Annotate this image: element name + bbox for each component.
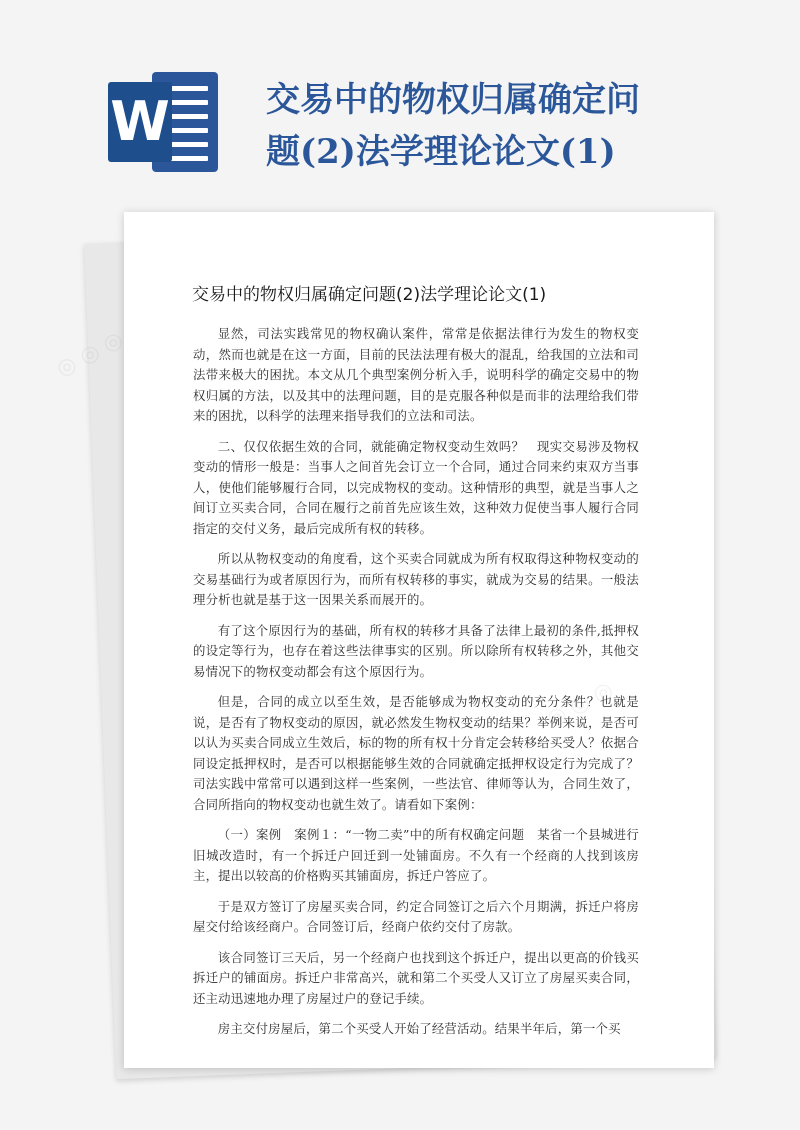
page-header (0, 0, 800, 210)
paragraph: 但是，合同的成立以至生效，是否能够成为物权变动的充分条件？也就是说，是否有了物权变动的原因，就必然发生物权变动的结果？举例来说，是否可以认为买卖合同成立生效后，标的物的所有权十分肯定会转移给买受人？依据合同设定抵押权时，是否可以根据能够生效的合同就确定抵押权设定行为完成了？ 司法实践中常常可以遇到这样一些案例，一些法官、律师等认为，合同生效了，合同所指向的物权变动也就生效了。请看如下案例： (193, 694, 652, 812)
paragraph: 于是双方签订了房屋买卖合同，约定合同签订之后六个月期满，拆迁户将房屋交付给该经商户。合同签订后，经商户依约交付了房款。 (193, 898, 639, 934)
paragraph: 二、仅仅依据生效的合同，就能确定物权变动生效吗？ 现实交易涉及物权变动的情形一般是：当事人之间首先会订立一个合同，通过合同来约束双方当事人，使他们能够履行合同，以完成物权的变动。这种情形的典型，就是当事人之间订立买卖合同，合同在履行之前首先应该生效，这种效力促使当事人履行合同指定的交付义务，最后完成所有权的转移。 (193, 438, 639, 536)
page-title: 交易中的物权归属确定问题(2)法学理论论文(1) (266, 80, 640, 172)
paragraph: 该合同签订三天后，另一个经商户也找到这个拆迁户，提出以更高的价钱买拆迁户的铺面房。拆迁户非常高兴，就和第二个买受人又订立了房屋买卖合同，还主动迅速地办理了房屋过户的登记手续。 (193, 949, 639, 1006)
word-letter: W (108, 82, 172, 162)
paragraph: 房主交付房屋后，第二个买受人开始了经营活动。结果半年后，第一个买 (217, 1021, 621, 1036)
document-body (193, 324, 652, 1050)
watermark: ◎ (52, 351, 82, 383)
watermark: ◎ ◎ ◎ (542, 676, 618, 733)
word-document-icon (108, 72, 218, 172)
document-title: 交易中的物权归属确定问题(2)法学理论论文(1) (192, 285, 547, 305)
paragraph: 有了这个原因行为的基础，所有权的转移才具备了法律上最初的条件,抵押权的设定等行为，也存在着这些法律事实的区别。所以除所有权转移之外，其他交易情况下的物权变动都会有这个原因行为。 (193, 622, 639, 679)
paragraph: 显然，司法实践常见的物权确认案件，常常是依据法律行为发生的物权变动，然而也就是在这一方面，目前的民法法理有极大的混乱，给我国的立法和司法带来极大的困扰。本文从几个典型案例分析入手，说明科学的确定交易中的物权归属的方法，以及其中的法理问题，目的是克服各种似是而非的法理给我们带来的困扰，以科学的法理来指导我们的立法和司法。 (193, 326, 639, 423)
paragraph: 所以从物权变动的角度看，这个买卖合同就成为所有权取得这种物权变动的交易基础行为或者原因行为，而所有权转移的事实，就成为交易的结果。一般法理分析也就是基于这一因果关系而展开的。 (193, 551, 639, 607)
paragraph: （一）案例 案例１：“一物二卖”中的所有权确定问题 某省一个县城进行旧城改造时，有一个拆迁户回迁到一处铺面房。不久有一个经商的人找到该房主，提出以较高的价格购买其铺面房，拆迁户答应了。 (193, 827, 639, 883)
document-page (52, 212, 714, 1068)
